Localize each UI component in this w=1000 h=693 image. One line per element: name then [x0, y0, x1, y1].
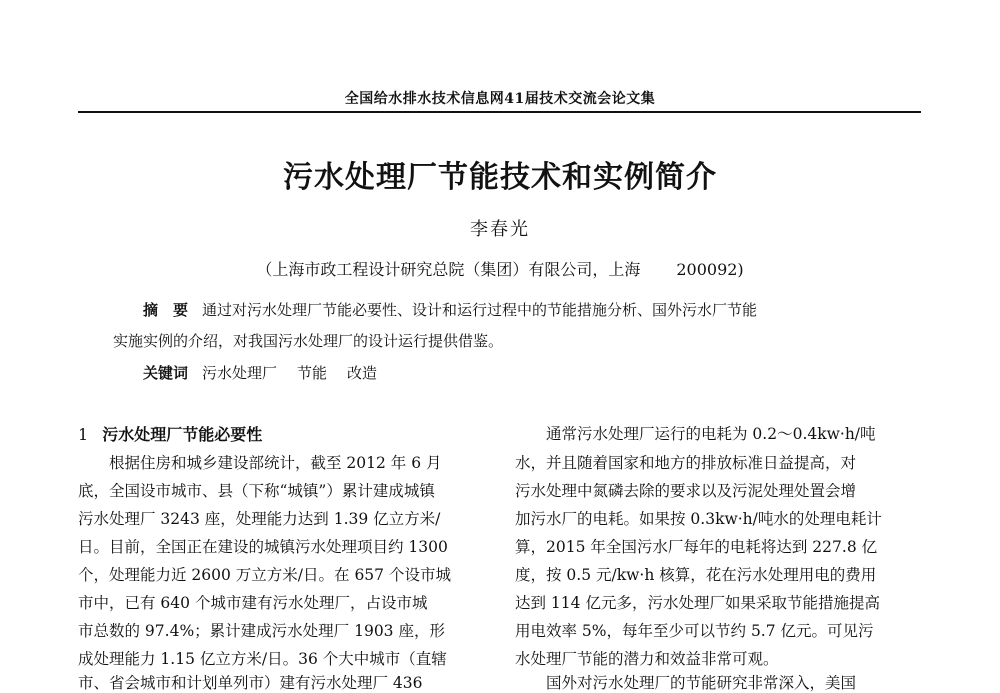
keywords: [143, 362, 397, 383]
header-rule: [78, 111, 921, 113]
left-column-line: 污水处理厂 3243 座，处理能力达到 1.39 亿立方米/: [78, 510, 441, 528]
keyword: 污水处理厂: [202, 364, 278, 382]
left-column-line: 成处理能力 1.15 亿立方米/日。36 个大中城市（直辖: [78, 650, 447, 668]
abstract-label: 摘 要: [143, 301, 189, 319]
left-column-line: 市中，已有 640 个城市建有污水处理厂，占设市城: [78, 594, 428, 612]
right-column-line: 国外对污水处理厂的节能研究非常深入，美国: [515, 674, 857, 692]
left-column-line: 根据住房和城乡建设部统计，截至 2012 年 6 月: [78, 454, 442, 472]
right-column-line: 水处理厂节能的潜力和效益非常可观。: [515, 650, 779, 668]
left-column-line: 底，全国设市城市、县（下称“城镇”）累计建成城镇: [78, 482, 435, 500]
right-column-line: 度，按 0.5 元/kw·h 核算，花在污水处理用电的费用: [515, 566, 877, 584]
right-column-line: 加污水厂的电耗。如果按 0.3kw·h/吨水的处理电耗计: [515, 510, 882, 528]
running-header: 全国给水排水技术信息网41届技术交流会论文集: [344, 91, 656, 107]
paper-title: 污水处理厂节能技术和实例简介: [283, 160, 717, 195]
abstract-line-1: [143, 299, 757, 320]
abstract-text-1: 通过对污水处理厂节能必要性、设计和运行过程中的节能措施分析、国外污水厂节能: [202, 301, 758, 319]
right-column-line: 通常污水处理厂运行的电耗为 0.2～0.4kw·h/吨: [515, 425, 876, 443]
section-number: 1: [78, 425, 89, 444]
author: 李春光: [470, 219, 530, 240]
right-column-line: 污水处理中氮磷去除的要求以及污泥处理处置会增: [515, 482, 857, 500]
left-column-line: 市、省会城市和计划单列市）建有污水处理厂 436: [78, 674, 423, 692]
right-column-line: 水，并且随着国家和地方的排放标准日益提高，对: [515, 454, 857, 472]
right-column-line: 用电效率 5%，每年至少可以节约 5.7 亿元。可见污: [515, 622, 874, 640]
affiliation: [0, 257, 1000, 280]
section-title: 污水处理厂节能必要性: [102, 425, 263, 444]
keyword: 节能: [297, 364, 328, 382]
keywords-label: 关键词: [143, 364, 189, 382]
right-column-line: 达到 114 亿元多，污水处理厂如果采取节能措施提高: [515, 594, 880, 612]
right-column-line: 算，2015 年全国污水厂每年的电耗将达到 227.8 亿: [515, 538, 878, 556]
left-column-line: 市总数的 97.4%；累计建成污水处理厂 1903 座，形: [78, 622, 445, 640]
section-heading: [78, 422, 262, 445]
affiliation-text: （上海市政工程设计研究总院（集团）有限公司，上海: [256, 260, 641, 279]
keyword: 改造: [347, 364, 378, 382]
left-column-line: 个，处理能力近 2600 万立方米/日。在 657 个设市城: [78, 566, 451, 584]
abstract-line-2: 实施实例的介绍，对我国污水处理厂的设计运行提供借鉴。: [113, 332, 504, 350]
affiliation-zip: 200092): [676, 260, 744, 279]
left-column-line: 日。目前，全国正在建设的城镇污水处理项目约 1300: [78, 538, 448, 556]
